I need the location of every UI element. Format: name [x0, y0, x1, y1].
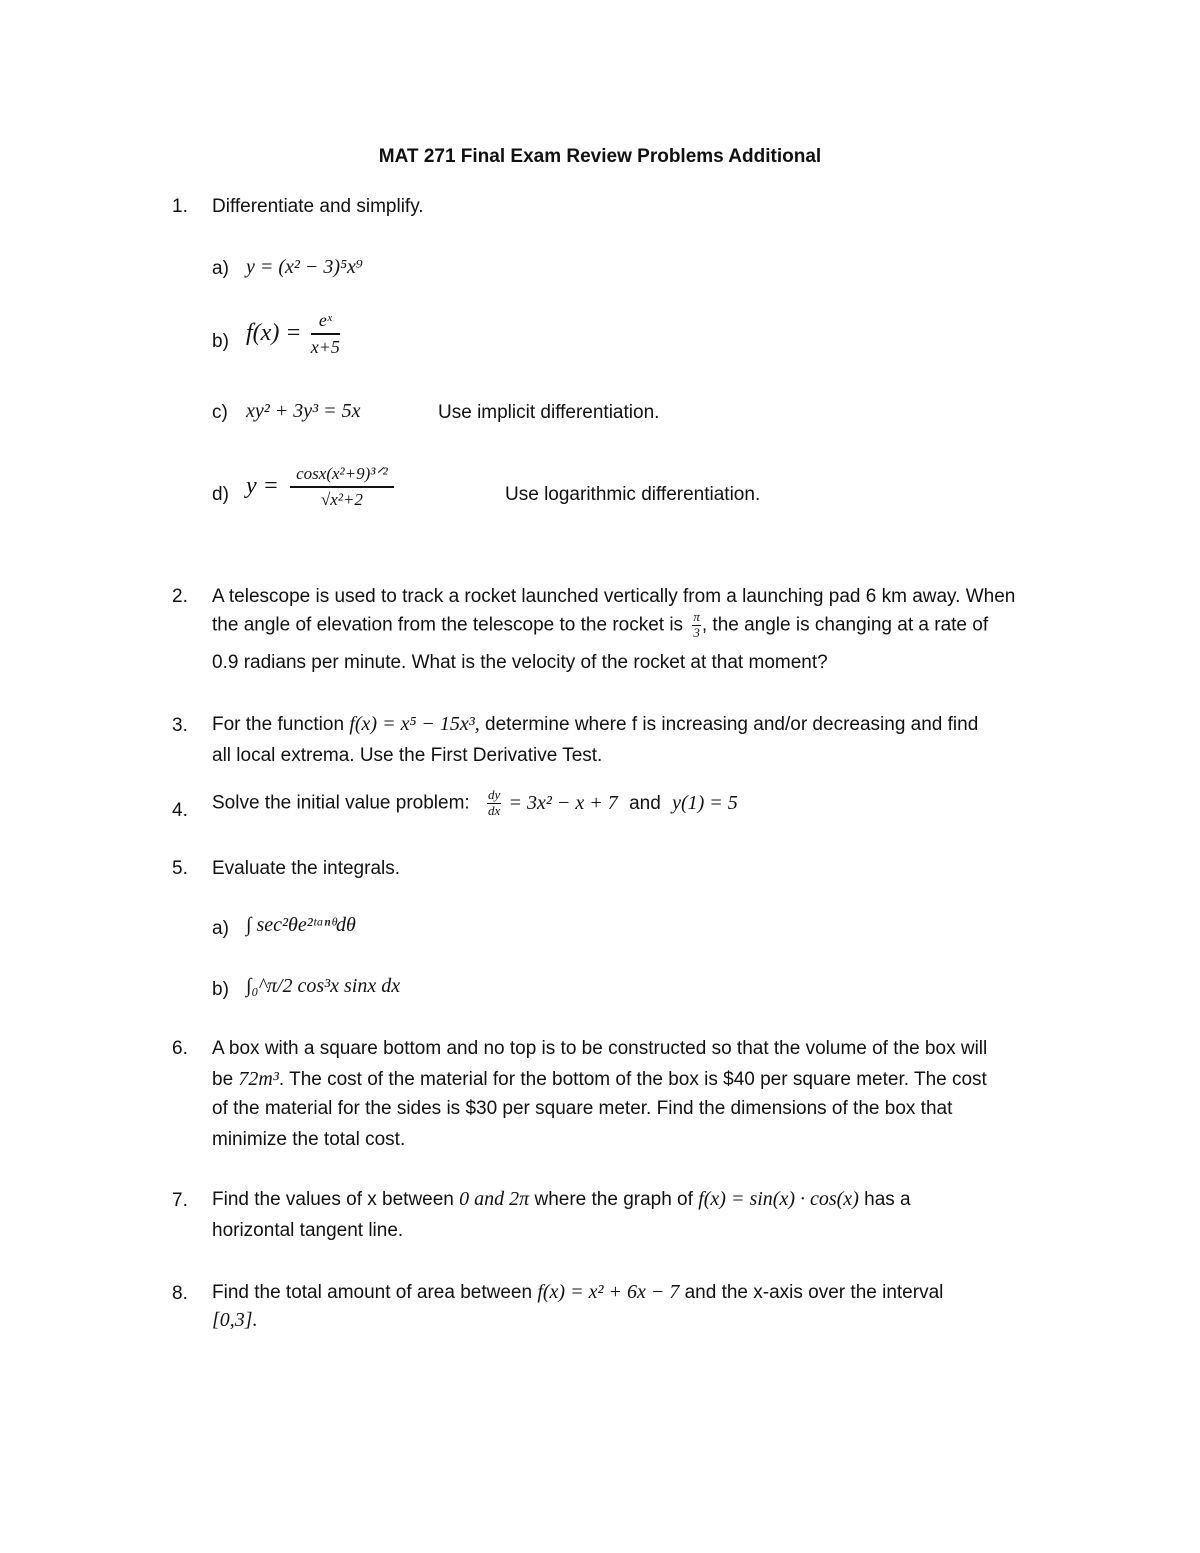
problem-8-interval: [0,3].	[212, 1309, 258, 1331]
problem-3-line-1a: For the function	[212, 714, 345, 735]
problem-3-line-1	[212, 713, 978, 736]
problem-1b-label: b)	[212, 331, 229, 352]
problem-2-angle-fraction	[692, 610, 701, 641]
problem-2-line-2	[212, 610, 988, 641]
problem-6-volume: 72m³	[238, 1068, 279, 1090]
problem-1b-denominator: x+5	[310, 336, 340, 357]
problem-2-line-1: A telescope is used to track a rocket launched vertically from a launching pad 6 km away. When	[212, 586, 1016, 607]
problem-4-text: Solve the initial value problem:	[212, 792, 470, 814]
problem-1b-lhs: f(x) =	[246, 319, 302, 346]
problem-4-derivative-fraction	[487, 788, 501, 819]
problem-4-fraction-numerator: dy	[487, 787, 501, 802]
problem-8-line-1b: and the x-axis over the interval	[684, 1282, 944, 1303]
problem-1a-math: y = (x² − 3)⁵x⁹	[246, 256, 363, 278]
problem-3-line-1b: determine where f is increasing and/or decreasing and find	[485, 714, 979, 735]
problem-1-text: Differentiate and simplify.	[212, 196, 424, 217]
problem-7-line-1b: where the graph of	[534, 1189, 693, 1210]
problem-7-line-1a: Find the values of x between	[212, 1189, 454, 1210]
problem-5-number: 5.	[172, 858, 188, 879]
problem-3-number: 3.	[172, 715, 188, 736]
problem-6-line-4: minimize the total cost.	[212, 1129, 406, 1150]
problem-5-text: Evaluate the integrals.	[212, 858, 401, 879]
problem-6-line-3: of the material for the sides is $30 per square meter. Find the dimensions of the box that	[212, 1098, 953, 1119]
problem-7-interval: 0 and 2π	[459, 1188, 530, 1210]
problem-7-function: f(x) = sin(x) · cos(x)	[698, 1188, 859, 1210]
problem-5a-math: ∫ sec²θe²ᵗᵃⁿᶿdθ	[246, 914, 356, 936]
problem-2-line-2b: , the angle is changing at a rate of	[701, 614, 989, 636]
problem-2-fraction-denominator: 3	[693, 624, 700, 640]
problem-6-line-2b: . The cost of the material for the bottom of the box is $40 per square meter. The cost	[278, 1069, 987, 1090]
problem-4-equation: = 3x² − x + 7	[508, 791, 618, 814]
problem-1d-math	[246, 464, 394, 509]
problem-8-number: 8.	[172, 1283, 188, 1304]
problem-1b-math	[246, 310, 340, 357]
problem-4-number: 4.	[172, 800, 188, 821]
problem-5a-label: a)	[212, 918, 229, 939]
problem-1d-note: Use logarithmic differentiation.	[505, 484, 761, 505]
problem-1d-fraction	[290, 464, 394, 509]
problem-1c-math: xy² + 3y³ = 5x	[246, 400, 361, 422]
problem-1a-label: a)	[212, 258, 229, 279]
problem-4-and: and	[629, 792, 661, 814]
problem-5b-label: b)	[212, 979, 229, 1000]
problem-2-fraction-numerator: π	[693, 609, 700, 624]
problem-7-line-2: horizontal tangent line.	[212, 1220, 404, 1241]
problem-3-math: f(x) = x⁵ − 15x³,	[349, 713, 480, 735]
problem-5b-math: ∫₀^π/2 cos³x sinx dx	[246, 975, 401, 997]
problem-8-line-1a: Find the total amount of area between	[212, 1282, 533, 1303]
problem-1d-lhs: y =	[246, 472, 279, 499]
problem-3-line-2: all local extrema. Use the First Derivative Test.	[212, 745, 603, 766]
problem-8-function: f(x) = x² + 6x − 7	[537, 1281, 680, 1303]
problem-7-line-1c: has a	[864, 1189, 911, 1210]
problem-2-line-2a: the angle of elevation from the telescope to the rocket is	[212, 614, 684, 636]
page-title: MAT 271 Final Exam Review Problems Additional	[378, 146, 822, 167]
problem-7-number: 7.	[172, 1190, 188, 1211]
problem-6-line-1: A box with a square bottom and no top is to be constructed so that the volume of the box will	[212, 1038, 988, 1059]
problem-1b-fraction	[311, 310, 340, 357]
problem-6-line-2	[212, 1068, 987, 1091]
problem-4-line	[212, 788, 738, 819]
problem-1-number: 1.	[172, 196, 188, 217]
problem-1c-note: Use implicit differentiation.	[438, 402, 660, 423]
problem-8-line-1	[212, 1281, 943, 1304]
problem-2-number: 2.	[172, 586, 188, 607]
problem-1d-denominator: √x²+2	[320, 489, 363, 509]
problem-4-initial-condition: y(1) = 5	[672, 791, 738, 814]
problem-1b-numerator: eˣ	[311, 310, 340, 335]
problem-2-line-3: 0.9 radians per minute. What is the velocity of the rocket at that moment?	[212, 652, 828, 673]
problem-1c-label: c)	[212, 402, 228, 423]
problem-6-line-2a: be	[212, 1069, 234, 1090]
problem-6-number: 6.	[172, 1038, 188, 1059]
problem-1d-label: d)	[212, 484, 229, 505]
problem-4-fraction-denominator: dx	[487, 802, 501, 818]
problem-1d-numerator: cosx(x²+9)³ᐟ²	[290, 464, 394, 488]
problem-7-line-1	[212, 1188, 911, 1211]
